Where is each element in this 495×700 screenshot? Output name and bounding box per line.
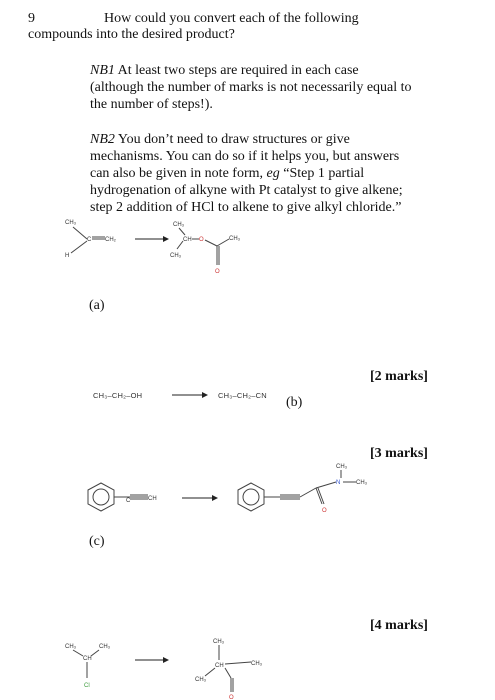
a-product-o-ester: O <box>199 237 204 243</box>
b-arrow <box>170 386 210 400</box>
c-reactant-ch: CH <box>148 496 157 502</box>
d-product-o: O <box>229 695 234 700</box>
c-product-ch3-right: CH₃ <box>356 480 368 486</box>
b-reactant-formula: CH₃–CH₂–OH <box>93 391 143 400</box>
a-reactant-c: C <box>87 237 92 243</box>
part-b-label: (b) <box>286 395 303 410</box>
nb1-line1 <box>90 62 359 79</box>
part-c-scheme <box>60 458 390 538</box>
d-product-ch3-bottom: CH₃ <box>195 677 207 683</box>
c-product-ch3-top: CH₃ <box>336 464 348 470</box>
nb1-text1: At least two steps are required in each case <box>117 63 359 78</box>
b-product-formula: CH₃–CH₂–CN <box>218 391 267 400</box>
part-d-scheme <box>55 632 295 700</box>
nb1-line3: the number of steps!). <box>90 97 213 112</box>
nb2-line5: step 2 addition of HCl to alkene to give alkyl chloride.” <box>90 200 402 215</box>
nb2-quote-start: “Step 1 partial <box>283 166 365 181</box>
part-a-scheme <box>55 215 245 295</box>
a-product-ch: CH <box>183 237 192 243</box>
d-reactant-cl: Cl <box>84 683 90 689</box>
a-reactant-ch2: CH₂ <box>105 237 116 243</box>
a-reactant-ch3: CH₃ <box>65 220 77 226</box>
part-c-label: (c) <box>89 534 105 549</box>
d-reactant-ch3-left: CH₃ <box>65 644 77 650</box>
nb2-line4: hydrogenation of alkyne with Pt catalyst to give alkene; <box>90 183 403 198</box>
nb1-label: NB1 <box>90 63 115 78</box>
part-a-marks: [2 marks] <box>370 369 428 384</box>
nb1-line2: (although the number of marks is not necessarily equal to <box>90 80 412 95</box>
a-product-ch3-right: CH₃ <box>229 236 241 242</box>
question-text-line2: compounds into the desired product? <box>28 27 235 42</box>
nb2-line2: mechanisms. You can do so if it helps you, but answers <box>90 149 400 164</box>
d-product-ch3-right: CH₃ <box>251 661 263 667</box>
c-reactant-c: C <box>126 498 131 504</box>
nb2-label: NB2 <box>90 132 115 147</box>
d-product-ch: CH <box>215 663 224 669</box>
a-reactant-h: H <box>65 253 70 259</box>
a-product-ch3-top: CH₃ <box>173 222 185 228</box>
a-product-ch3-bottom: CH₃ <box>170 253 182 259</box>
nb2-line3 <box>90 165 364 182</box>
a-product-o-carbonyl: O <box>215 269 220 275</box>
d-product-ch3-top: CH₃ <box>213 639 225 645</box>
d-reactant-ch3-right: CH₃ <box>99 644 111 650</box>
d-reactant-ch: CH <box>83 656 92 662</box>
c-product-n: N <box>336 480 341 486</box>
part-a-label: (a) <box>89 298 105 313</box>
nb2-text3: can also be given in note form, <box>90 166 264 181</box>
nb2-text1: You don’t need to draw structures or give <box>117 132 350 147</box>
question-text-line1: How could you convert each of the following <box>104 11 359 26</box>
nb2-line1 <box>90 131 350 148</box>
c-product-benzene <box>238 483 264 511</box>
nb2-eg: eg <box>266 166 280 181</box>
part-c-marks: [4 marks] <box>370 618 428 633</box>
c-reactant-benzene <box>88 483 114 511</box>
question-number: 9 <box>28 11 35 26</box>
part-b-marks: [3 marks] <box>370 446 428 461</box>
c-product-o: O <box>322 508 327 514</box>
